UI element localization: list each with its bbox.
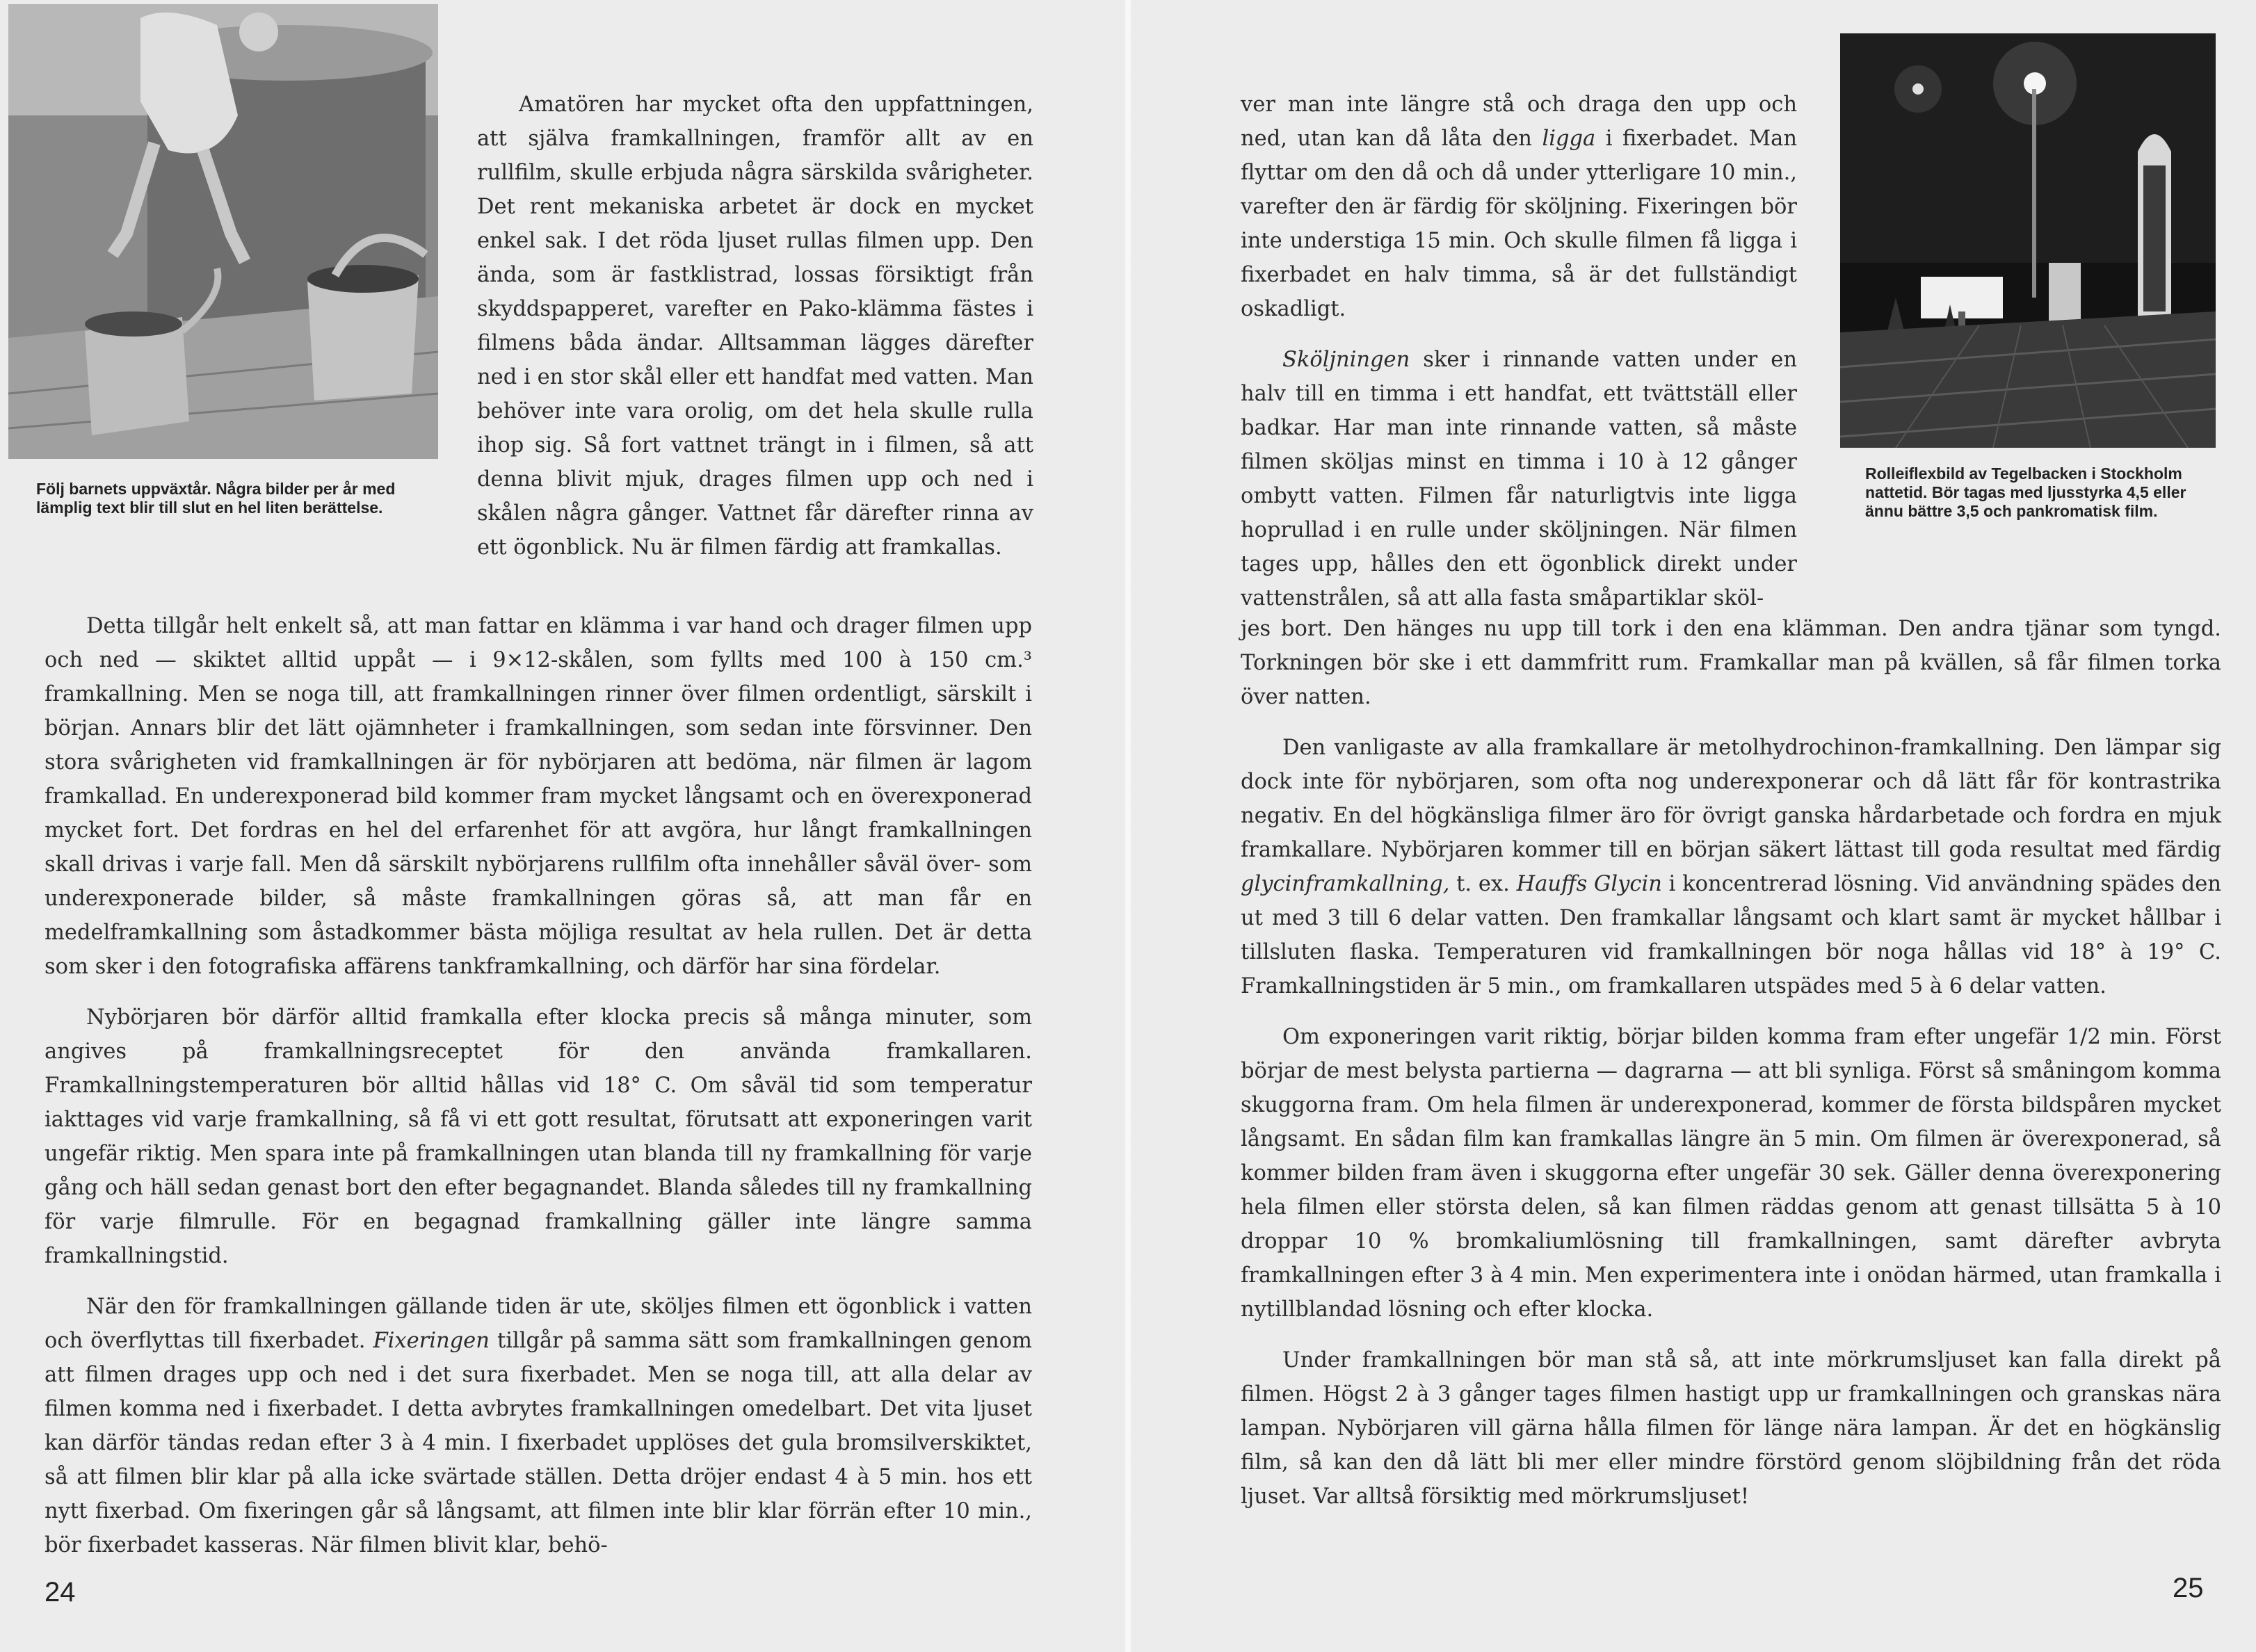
page-number-left: 24	[45, 1577, 76, 1608]
right-main-text	[1241, 612, 2221, 1514]
paragraph: Amatören har mycket ofta den uppfattningen, att själva framkallningen, framför allt av en rullfilm, skulle erbjuda några särskilda svårigheter. Det rent mekaniska arbetet är dock en mycket enkel sak. I det röda ljuset rullas filmen upp. Den ända, som är fastklistrad, lossas försiktigt från skyddspapperet, varefter en Pako-klämma fästes i filmens båda ändar. Alltsamman lägges därefter ned i en stor skål eller ett handfat med vatten. Man behöver inte vara orolig, om det hela skulle rulla ihop sig. Så fort vattnet trängt in i filmen, så att denna blivit mjuk, drages filmen upp och ned i skålen några gånger. Vattnet får därefter rinna av ett ögonblick. Nu är filmen färdig att framkallas.	[477, 92, 1033, 560]
paragraph: Under framkallningen bör man stå så, att inte mörkrumsljuset kan falla direkt på filmen. Högst 2 à 3 gånger tages filmen hastigt upp ur framkallningen och granskas nära lampan. Nybörjaren vill gärna hålla filmen för länge nära lampan. Är det en högkänslig film, så kan den då lätt bli mer eller mindre förstörd genom slöjbildning från det röda ljuset. Var alltså försiktig med mörkrumsljuset!	[1241, 1348, 2221, 1509]
right-page	[1131, 0, 2256, 1652]
left-top-paragraph	[477, 88, 1033, 565]
child-watering-cans-photo	[8, 4, 438, 459]
paragraph: Om exponeringen varit riktig, börjar bilden komma fram efter ungefär 1/2 min. Först börjar de mest belysta partierna — dagrarna — att bli synliga. Först så småningom komma skuggorna fram. Om hela filmen är underexponerad, kommer de första bildspåren mycket långsamt. En sådan film kan framkallas längre än 5 min. Om filmen är överexponerad, så kommer bilden fram även i skuggorna efter ungefär 30 sek. Gäller denna överexponering hela filmen eller största delen, så kan filmen räddas genom att genast tillsätta 5 à 10 droppar 10 % bromkaliumlösning till framkallningen, samt därefter avbryta framkallningen efter 3 à 4 min. Men experimentera inte i onödan härmed, utan framkalla i nytillblandad lösning och efter klocka.	[1241, 1025, 2221, 1322]
left-main-text	[45, 609, 1032, 1562]
paragraph: ver man inte längre stå och draga den upp och ned, utan kan då låta den ligga i fixerbadet. Man flyttar om den då och då under ytterligare 10 min., varefter den är färdig för sköljning. Fixeringen bör inte understiga 15 min. Och skulle filmen få ligga i fixerbadet en halv timma, så är det fullständigt oskadligt.	[1241, 92, 1797, 321]
paragraph: jes bort. Den hänges nu upp till tork i den ena klämman. Den andra tjänar som tyngd. Torkningen bör ske i ett dammfritt rum. Framkallar man på kvällen, så får filmen torka över natten.	[1241, 617, 2221, 709]
child-photo-caption: Följ barnets uppväxtår. Några bilder per år med lämplig text blir till slut en hel liten berättelse.	[36, 480, 396, 517]
paragraph: Den vanligaste av alla framkallare är metolhydrochinon-framkallning. Den lämpar sig dock inte för nybörjaren, som ofta nog underexponerar och då lätt får för kontrastrika negativ. En del högkänsliga filmer äro för övrigt ganska hårdarbetade och fordra en mjuk framkallare. Nybörjaren kommer till en början säkert lättast till goda resultat med färdig glycinframkallning, t. ex. Hauffs Glycin i koncentrerad lösning. Vid användning spädes den ut med 3 till 6 delar vatten. Den framkallar långsamt och klart samt är mycket hållbar i tillsluten flaska. Temperaturen vid framkallningen bör noga hållas vid 18° à 19° C. Framkallningstiden är 5 min., om framkallaren utspädes med 5 à 6 delar vatten.	[1241, 736, 2221, 998]
right-top-text	[1241, 88, 1797, 615]
paragraph: När den för framkallningen gällande tiden är ute, sköljes filmen ett ögonblick i vatten och överflyttas till fixerbadet. Fixeringen tillgår på samma sätt som framkallningen genom att filmen drages upp och ned i det sura fixerbadet. Men se noga till, att alla delar av filmen komma ned i fixerbadet. I detta avbrytes framkallningen omedelbart. Det vita ljuset kan därför tändas redan efter 3 à 4 min. I fixerbadet upplöses det gula bromsilverskiktet, så att filmen blir klar på alla icke svärtade ställen. Detta dröjer endast 4 à 5 min. hos ett nytt fixerbad. Om fixeringen går så långsamt, att filmen inte blir klar förrän efter 10 min., bör fixerbadet kasseras. När filmen blivit klar, behö-	[45, 1295, 1032, 1557]
night-photo-caption: Rolleiflexbild av Tegelbacken i Stockholm nattetid. Bör tagas med ljusstyrka 4,5 eller ännu bättre 3,5 och pankromatisk film.	[1865, 464, 2186, 520]
paragraph: Nybörjaren bör därför alltid framkalla efter klocka precis så många minuter, som angives på framkallningsreceptet för den använda framkallaren. Framkallningstemperaturen bör alltid hållas vid 18° C. Om såväl tid som temperatur iakttages vid varje framkallning, så få vi ett gott resultat, förutsatt att exponeringen varit ungefär riktig. Men spara inte på framkallningen utan blanda till ny framkallning för varje gång och häll sedan genast bort den efter begagnandet. Blanda således till ny framkallning för varje filmrulle. För en begagnad framkallning gäller inte längre samma framkallningstid.	[45, 1005, 1032, 1268]
night-street-photo	[1840, 33, 2216, 448]
page-number-right: 25	[2173, 1573, 2204, 1603]
left-page	[0, 0, 1125, 1652]
paragraph: Detta tillgår helt enkelt så, att man fattar en klämma i var hand och drager filmen upp och ned — skiktet alltid uppåt — i 9×12-skålen, som fyllts med 100 à 150 cm.³ framkallning. Men se noga till, att framkallningen rinner över filmen ordentligt, särskilt i början. Annars blir det lätt ojämnheter i framkallningen, som sedan inte försvinner. Den stora svårigheten vid framkallningen är för nybörjaren att bedöma, när filmen är lagom framkallad. En underexponerad bild kommer fram mycket långsamt och en överexponerad mycket fort. Det fordras en hel del erfarenhet för att avgöra, hur långt framkallningen skall drivas i varje fall. Men då särskilt nybörjarens rullfilm ofta innehåller såväl över- som underexponerade bilder, så måste framkallningen göras så, att man får en medelframkallning som åstadkommer bästa möjliga resultat av hela rullen. Det är detta som sker i den fotografiska affärens tankframkallning, och därför har sina fördelar.	[45, 614, 1032, 979]
paragraph: Sköljningen sker i rinnande vatten under en halv till en timma i ett handfat, ett tvättställ eller badkar. Har man inte rinnande vatten, så måste filmen sköljas minst en timma i 10 à 12 gånger ombytt vatten. Filmen får naturligtvis inte ligga hoprullad i en rulle under sköljningen. När filmen tages upp, hålles den ett ögonblick direkt under vattenstrålen, så att alla fasta småpartiklar sköl-	[1241, 348, 1797, 610]
